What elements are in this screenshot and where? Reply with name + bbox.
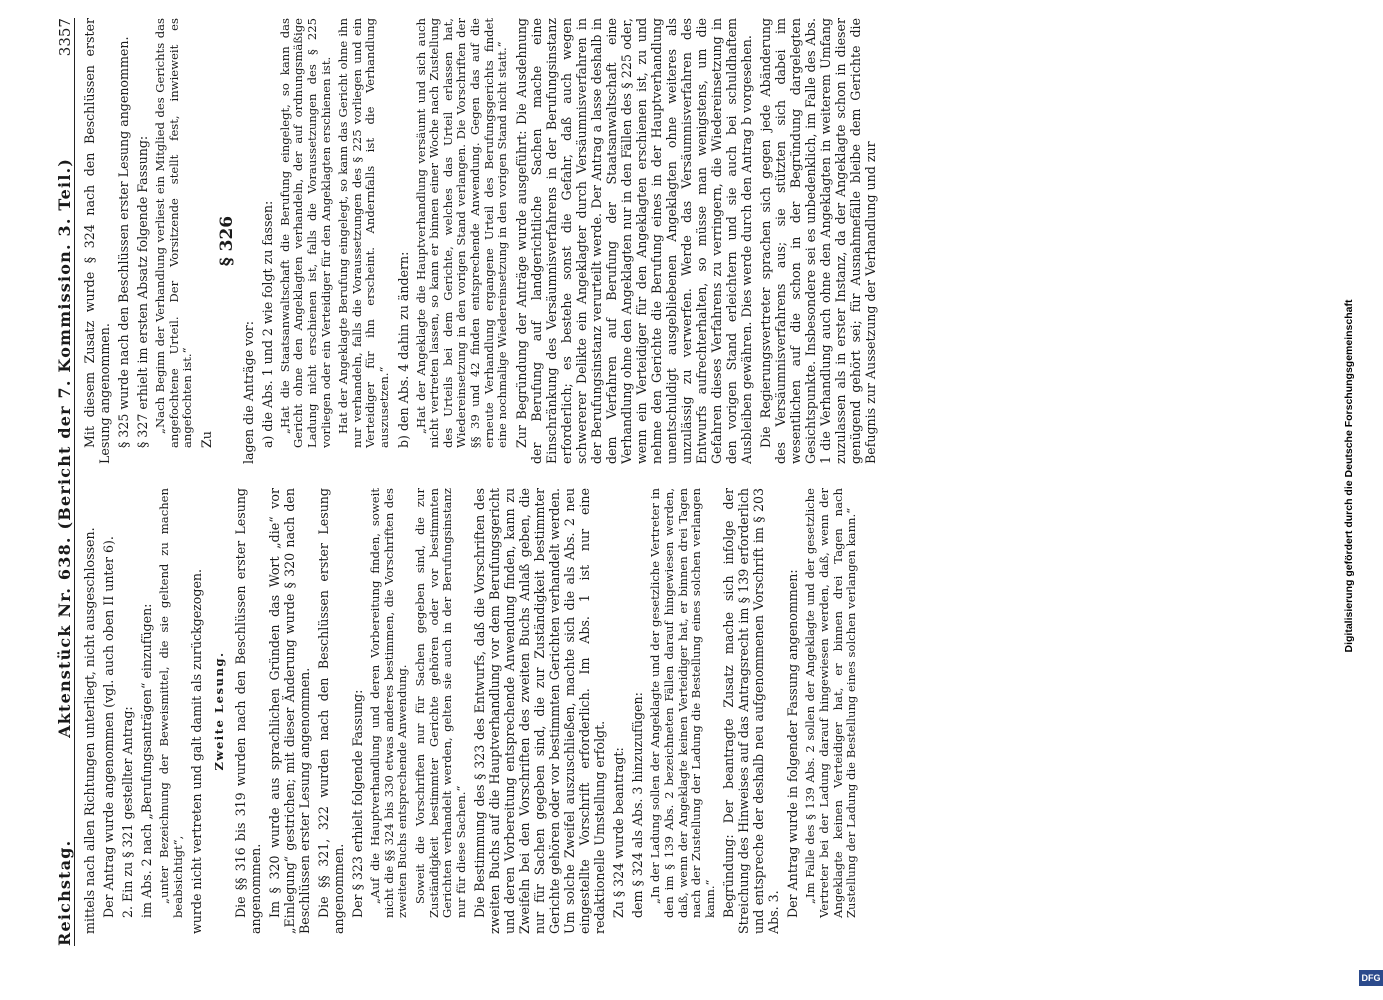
paragraph: Die Bestimmung des § 323 des Entwurfs, daß die Vorschriften des zweiten Buchs auf die Hauptverhandlung vor dem Berufungsgericht und deren Vorbereitung entsprechende Anwendung finden, kann zu Zweifeln bei den Vorschriften des zweiten Buchs Anlaß geben, die nur für Sachen gegeben sind, die zur Zuständigkeit bestimmter Gerichte gehören oder vor bestimmten Gerichten verhandelt werden. Um solche Zweifel auszuschließen, machte sich die als Abs. 2 neu eingestellte Vorschrift erforderlich. Im Abs. 1 ist nur eine redaktionelle Umstellung erfolgt. [472, 488, 608, 934]
paragraph: wurde nicht vertreten und galt damit als zurückgezogen. [189, 568, 205, 934]
paragraph: Der § 323 erhielt folgende Fassung: [350, 689, 366, 918]
paragraph: Zur Begründung der Anträge wurde ausgeführt: Die Ausdehnung der Berufung auf landgerichtliche Sachen mache eine Einschränkung des Versäumnisverfahrens in der Berufungsinstanz erforderlich; es bestehe sonst die Gefahr, daß auch wegen schwererer Delikte ein Angeklagter durch Versäumnisverfahren in der Berufungsinstanz verurteilt werde. Der Antrag a lasse deshalb in dem Verfahren auf Berufung der Staatsanwaltschaft eine Verhandlung ohne den Angeklagten nur in den Fällen des § 225 oder, wenn ein Verteidiger für den Angeklagten erschienen ist, zu und nehme den Gerichte die Berufung eines in der Hauptverhandlung unentschuldigt ausgebliebenen Angeklagten ohne weiteres als unzulässig zu verwerfen. Werde das Versäumnisverfahren des Entwurfs aufrechterhalten, so müsse man wenigstens, um die Gefahren dieses Verfahrens zu verringern, die Wiedereinsetzung in den vorigen Stand erleichtern und sie auch bei schuldhaftem Ausbleiben gewähren. Dies werde durch den Antrag b vorgesehen. [513, 18, 754, 464]
paragraph: Der Antrag wurde in folgender Fassung angenommen: [785, 569, 801, 918]
paragraph: lagen die Anträge vor: [240, 321, 256, 464]
quote: „Im Falle des § 139 Abs. 2 sollen der Angeklagte und der gesetzliche Vertreter bei der Ladung darauf hingewiesen werden, daß, wenn der Angeklagte keinen Verteidiger hat, er binnen drei Tagen nach Zustellung der Ladung die Bestellung eines solchen verlangen kann.“ [803, 488, 859, 918]
paragraph: b) den Abs. 4 dahin zu ändern: [395, 251, 411, 448]
paragraph: § 325 wurde nach den Beschlüssen erster Lesung angenommen. [116, 36, 131, 448]
header-center: Aktenstück Nr. 638. (Bericht der 7. Kommission. 3. Teil.) [55, 157, 74, 738]
paragraph: Im § 320 wurde aus sprachlichen Gründen das Wort „die“ vor „Einlegung“ gestrichen; mit dieser Änderung wurde § 320 nach den Beschlüssen erster Lesung angenommen. [267, 488, 313, 934]
quote: „Hat die Staatsanwaltschaft die Berufung eingelegt, so kann das Gericht ohne den Angeklagten verhandeln, der auf ordnungsmäßige Ladung nicht erschienen ist, falls die Voraussetzungen des § 225 vorliegen oder ein Verteidiger für den Angeklagten erschienen ist. [277, 18, 333, 448]
quote: „In der Ladung sollen der Angeklagte und der gesetzliche Vertreter in den im § 139 Abs. 2 bezeichneten Fällen darauf hingewiesen werden, daß, wenn der Angeklagte keinen Verteidiger hat, er binnen drei Tagen nach der Zustellung der Ladung die Bestellung eines solchen verlangen kann.“ [648, 488, 717, 918]
quote: Soweit die Vorschriften nur für Sachen gegeben sind, die zur Zuständigkeit bestimmter Gerichte gehören oder vor bestimmten Gerichten verhandelt werden, gelten sie auch in der Berufungsinstanz nur für diese Sachen.“ [412, 488, 468, 918]
section-heading: Zweite Lesung. [212, 651, 227, 771]
header-left: Reichstag. [55, 839, 74, 946]
paragraph: 2. Ein zu § 321 gestellter Antrag: [120, 706, 135, 918]
paragraph: Zu [198, 431, 214, 448]
paragraph: a) die Abs. 1 und 2 wie folgt zu fassen: [259, 200, 275, 448]
quote: „Auf die Hauptverhandlung und deren Vorbereitung finden, soweit nicht die §§ 324 bis 330 etwas anderes bestimmen, die Vorschriften des zweiten Buchs entsprechende Anwendung. [368, 488, 410, 918]
quote: „Hat der Angeklagte die Hauptverhandlung versäumt und sich auch nicht vertreten lassen, so kann er binnen einer Woche nach Zustellung des Urteils bei dem Gerichte, welches das Urteil erlassen hat, Wiedereinsetzung in den vorigen Stand verlangen. Die Vorschriften der §§ 39 und 42 finden entsprechende Anwendung. Gegen das auf die erneute Verhandlung ergangene Urteil des Berufungsgerichts findet eine nochmalige Wiedereinsetzung in den vorigen Stand nicht statt.“ [413, 18, 510, 448]
paragraph: Die §§ 316 bis 319 wurden nach den Beschlüssen erster Lesung angenommen. [233, 488, 264, 934]
quote: „unter Bezeichnung der Beweismittel, die sie geltend zu machen beabsichtigt“, [157, 488, 185, 918]
paragraph: Die Regierungsvertreter sprachen sich gegen jede Abänderung des Versäumnisverfahrens aus; sie stützten sich dabei im wesentlichen auf die schon in der Begründung dargelegten Gesichtspunkte. Insbesondere sei es unbedenklich, im Falle des Abs. 1 die Verhandlung auch ohne den Angeklagten in weiterem Umfang zuzulassen als in erster Instanz, da der Angeklagte schon in dieser genügend gehört sei; für Ausnahmefälle bleibe dem Gerichte die Befugnis zur Aussetzung der Verhandlung und zur [757, 18, 878, 464]
paragraph: Der Antrag wurde angenommen (vgl. auch oben II unter 6). [101, 536, 116, 918]
quote: „Nach Beginn der Verhandlung verliest ein Mitglied des Gerichts das angefochtene Urteil. Der Vorsitzende stellt fest, inwieweit es angefochten ist.“ [153, 18, 195, 448]
page-number: 3357 [56, 18, 74, 57]
paragraph: im Abs. 2 nach „Berufungsanträgen“ einzufügen: [139, 603, 154, 918]
paragraph-heading: § 326 [216, 215, 237, 267]
paragraph: mittels nach allen Richtungen unterliegt, nicht ausgeschlossen. [82, 527, 97, 934]
page-header [40, 18, 75, 946]
paragraph: dem § 324 als Abs. 3 hinzuzufügen: [630, 692, 646, 918]
paragraph: Mit diesem Zusatz wurde § 324 nach den Beschlüssen erster Lesung angenommen. [82, 18, 112, 464]
paragraph: § 327 erhielt im ersten Absatz folgende Fassung: [135, 135, 150, 448]
quote: Hat der Angeklagte Berufung eingelegt, so kann das Gericht ohne ihn nur verhandeln, falls die Voraussetzungen des § 225 vorliegen und ein Verteidiger für ihn erscheint. Andernfalls ist die Verhandlung auszusetzen.“ [336, 18, 391, 448]
column-right [82, 18, 1295, 464]
column-left [82, 488, 1295, 934]
paragraph: Begründung: Der beantragte Zusatz mache sich infolge der Streichung des Hinweises auf das Antragsrecht im § 139 erforderlich und entspreche der deshalb neu aufgenommenen Vorschrift im § 203 Abs. 3. [721, 488, 782, 934]
text-columns [82, 18, 1295, 934]
paragraph: Die §§ 321, 322 wurden nach den Beschlüssen erster Lesung angenommen. [316, 488, 347, 934]
paragraph: Zu § 324 wurde beantragt: [611, 747, 627, 918]
dfg-logo: DFG [1359, 970, 1383, 986]
digitization-credit: Digitalisierung gefördert durch die Deutsche Forschungsgemeinschaft [1343, 299, 1355, 653]
